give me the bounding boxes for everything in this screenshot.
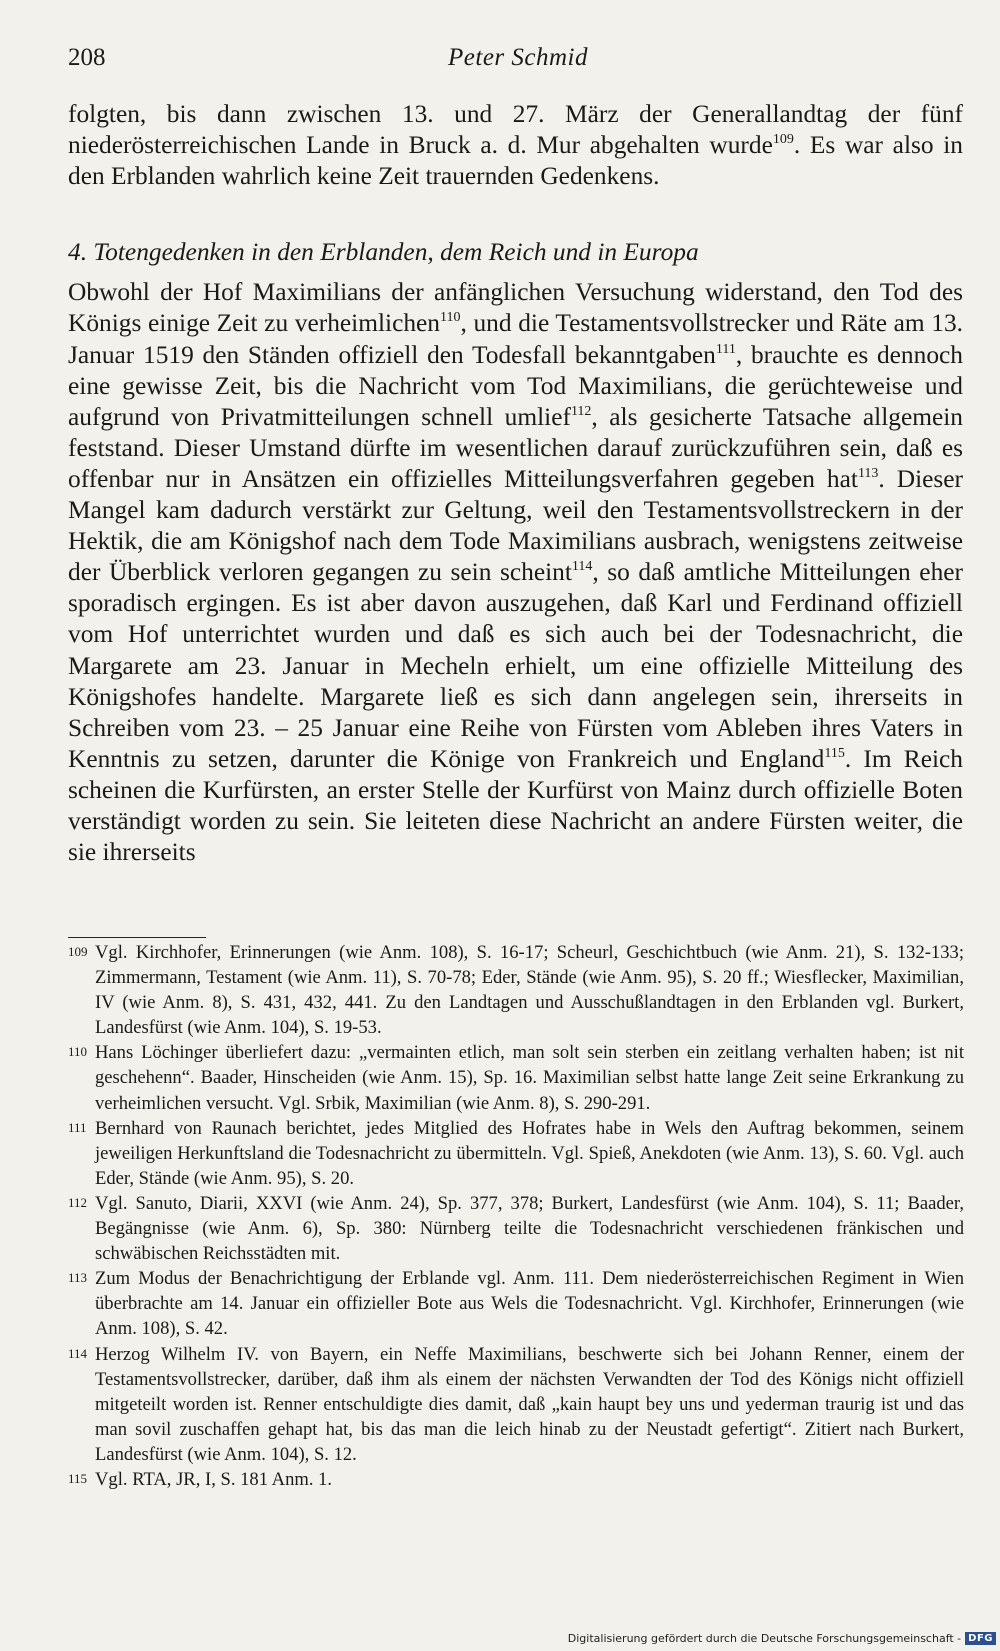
footnote-text: Vgl. Kirchhofer, Erinnerungen (wie Anm. 108), S. 16-17; Scheurl, Geschichtbuch (wie Anm. 21), S. 132-133; Zimmermann, Testament (wie Anm. 11), S. 70-78; Eder, Stände (wie Anm. 95), S. 20 ff.; Wiesflecker, Maximilian, IV (wie Anm. 8), S. 431, 432, 441. Zu den Landtagen und Ausschußlandtagen in den Erblanden vgl. Burkert, Landesfürst (wie Anm. 104), S. 19-53.: [95, 942, 964, 1039]
text-run: . Im Reich scheinen die Kurfürsten, an erster Stelle der Kurfürst von Mainz durch offizielle Boten verständigt worden zu sein. Sie leiteten diese Nachricht an andere Fürsten weiter, die sie ihrerseits: [68, 744, 963, 867]
footnote-divider: [68, 937, 206, 938]
footnote-ref: 111: [715, 341, 736, 357]
text-run: , als gesicherte Tatsache allgemein feststand. Dieser Umstand dürfte im wesentlichen darauf zurückzuführen sein, daß es offenbar nur in Ansätzen ein offizielles Mitteilungsverfahren gegeben hat: [68, 402, 963, 493]
footnote-text: Vgl. Sanuto, Diarii, XXVI (wie Anm. 24), Sp. 377, 378; Burkert, Landesfürst (wie Anm. 104), S. 11; Baader, Begängnisse (wie Anm. 6), Sp. 380: Nürnberg teilte die Todesnachricht verschiedenen fränkischen und schwäbischen Reichsstädten mit.: [95, 1192, 964, 1265]
footnote-text: Hans Löchinger überliefert dazu: „vermainten etlich, man solt sein sterben ein zeitlang verhalten haben; ist nit geschehenn“. Baader, Hinscheiden (wie Anm. 15), Sp. 16. Maximilian selbst hatte lange Zeit seine Erkrankung zu verheimlichen versucht. Vgl. Srbik, Maximilian (wie Anm. 8), S. 290-291.: [95, 1042, 964, 1114]
footnote-ref: 109: [772, 132, 794, 148]
footnote: [68, 1191, 964, 1266]
text-run: , brauchte es dennoch eine gewisse Zeit, bis die Nachricht vom Tod Maximilians, die gerüchteweise und aufgrund von Privatmitteilungen schnell umlief: [68, 340, 963, 431]
text-run: folgten, bis dann zwischen 13. und 27. März der Generallandtag der fünf niederösterreichischen Lande in Bruck a. d. Mur abgehalten wurde: [68, 100, 963, 160]
footnote-text: Bernhard von Raunach berichtet, jedes Mitglied des Hofrates habe in Wels den Auftrag bekommen, seinem jeweiligen Herkunftsland die Todesnachricht zu übermitteln. Vgl. Spieß, Anekdoten (wie Anm. 13), S. 60. Vgl. auch Eder, Stände (wie Anm. 95), S. 20.: [95, 1117, 964, 1189]
text-run: , und die Testamentsvollstrecker und Räte am 13. Januar 1519 den Ständen offiziell den Todesfall bekanntgaben: [68, 309, 963, 369]
dfg-logo: DFG: [965, 1632, 996, 1645]
running-head: Peter Schmid: [448, 44, 588, 71]
footnote: [68, 1342, 964, 1467]
page-number: 208: [68, 44, 106, 71]
footnote-text: Vgl. RTA, JR, I, S. 181 Anm. 1.: [95, 1468, 333, 1490]
footnote-number: 109: [68, 944, 88, 959]
text-run: . Es war also in den Erblanden wahrlich keine Zeit trauernden Gedenkens.: [68, 131, 964, 191]
body-text: [68, 99, 963, 868]
text-run: , so daß amtliche Mitteilungen eher sporadisch ergingen. Es ist aber davon auszugehen, daß Karl und Ferdinand offiziell vom Hof unterrichtet wurden und daß es sich auch bei der Todesnachricht, die Margarete am 23. Januar in Mecheln erhielt, um eine offizielle Mitteilung des Königshofes handelte. Margarete ließ es sich dann angelegen sein, ihrerseits in Schreiben vom 23. – 25 Januar eine Reihe von Fürsten vom Ableben ihres Vaters in Kenntnis zu setzen, darunter die Könige von Frankreich und England: [68, 558, 963, 773]
footnote-ref: 115: [824, 745, 845, 761]
paragraph: [68, 277, 963, 868]
footnote-number: 113: [68, 1270, 88, 1286]
text-run: Obwohl der Hof Maximilians der anfänglichen Versuchung widerstand, den Tod des Königs einige Zeit zu verheimlichen: [68, 278, 963, 338]
footnote-number: 115: [68, 1470, 88, 1486]
page-header: [68, 44, 968, 80]
footnote: [68, 1116, 964, 1191]
credit-text: Digitalisierung gefördert durch die Deutsche Forschungsgemeinschaft -: [567, 1631, 962, 1645]
footnote-number: 114: [68, 1345, 88, 1361]
footnote-number: 111: [68, 1119, 87, 1135]
footnote-ref: 112: [570, 403, 592, 419]
footnote: [68, 1266, 964, 1341]
footnote: [68, 1040, 964, 1115]
footnote-ref: 110: [440, 310, 461, 326]
footnote-number: 112: [68, 1194, 88, 1210]
paragraph: [68, 99, 963, 192]
footnote-number: 110: [68, 1044, 88, 1060]
footnote-ref: 113: [857, 465, 879, 481]
footnotes: [68, 940, 964, 1492]
text-run: . Dieser Mangel kam dadurch verstärkt zur Geltung, weil den Testamentsvollstreckern in der Hektik, die am Königshof nach dem Tode Maximilians ausbrach, wenigstens zeitweise der Überblick verloren gegangen zu sein scheint: [68, 464, 963, 587]
footnote: [68, 1467, 964, 1492]
footnote-text: Herzog Wilhelm IV. von Bayern, ein Neffe Maximilians, beschwerte sich bei Johann Renner, einem der Testamentsvollstrecker, darüber, daß ihm als einem der nächsten Verwandten der Tod des Königs nicht offiziell mitgeteilt worden ist. Renner entschuldigte dies damit, daß „kain haupt bey uns und yederman traurig ist und das man sovil zuschaffen gehapt hat, bis das man die leich hinab zu der Neustadt gefertigt“. Zitiert nach Burkert, Landesfürst (wie Anm. 104), S. 12.: [95, 1343, 964, 1465]
digitization-credit: [568, 1629, 996, 1647]
footnote-text: Zum Modus der Benachrichtigung der Erblande vgl. Anm. 111. Dem niederösterreichischen Regiment in Wien überbrachte am 14. Januar ein offizieller Bote aus Wels die Todesnachricht. Vgl. Kirchhofer, Erinnerungen (wie Anm. 108), S. 42.: [95, 1268, 964, 1340]
section-heading: 4. Totengedenken in den Erblanden, dem Reich und in Europa: [68, 238, 699, 267]
footnote: [68, 940, 964, 1040]
footnote-ref: 114: [571, 559, 593, 575]
